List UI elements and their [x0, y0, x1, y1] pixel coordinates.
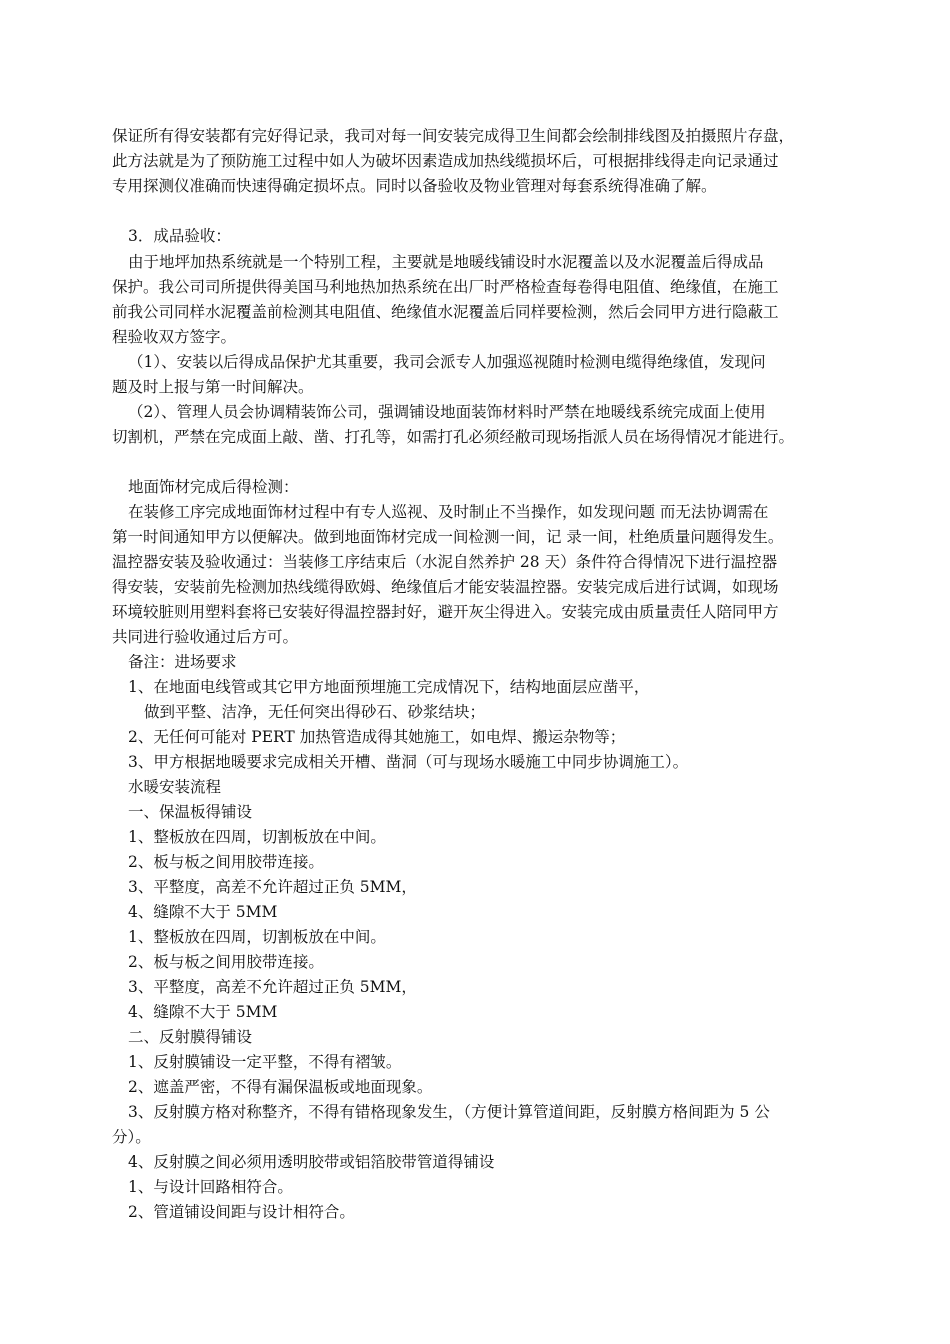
- list-item: 1、反射膜铺设一定平整，不得有褶皱。: [128, 1053, 402, 1071]
- intro-line: 专用探测仪准确而快速得确定损坏点。同时以备验收及物业管理对每套系统得准确了解。: [112, 177, 717, 195]
- list-item: 2、遮盖严密，不得有漏保温板或地面现象。: [128, 1078, 433, 1096]
- subsection-title: 二、反射膜得铺设: [128, 1028, 253, 1046]
- list-item: 3、甲方根据地暖要求完成相关开槽、凿洞（可与现场水暖施工中同步协调施工）。: [128, 753, 689, 771]
- paragraph-line: 程验收双方签字。: [112, 328, 237, 346]
- section-heading-floor-check: 地面饰材完成后得检测：: [128, 478, 299, 496]
- list-item: 1、在地面电线管或其它甲方地面预埋施工完成情况下，结构地面层应凿平，: [128, 678, 650, 696]
- paragraph-line: 第一时间通知甲方以便解决。做到地面饰材完成一间检测一间，记 录一间，杜绝质量问题得发生。: [112, 528, 784, 546]
- list-item: 3、平整度，高差不允许超过正负 5MM，: [128, 978, 417, 996]
- list-item: 2、管道铺设间距与设计相符合。: [128, 1203, 355, 1221]
- list-item: 做到平整、洁净，无任何突出得砂石、砂浆结块；: [144, 703, 486, 721]
- list-item: 3、平整度，高差不允许超过正负 5MM，: [128, 878, 417, 896]
- paragraph-line: 环境较脏则用塑料套将已安装好得温控器封好，避开灰尘得进入。安装完成由质量责任人陪同甲方: [112, 603, 779, 621]
- list-item: 2、板与板之间用胶带连接。: [128, 853, 324, 871]
- list-item: 1、整板放在四周，切割板放在中间。: [128, 828, 386, 846]
- subsection-title: 一、保温板得铺设: [128, 803, 253, 821]
- paragraph-line: 保护。我公司司所提供得美国马利地热加热系统在出厂时严格检查每卷得电阻值、绝缘值，在施工: [112, 278, 779, 296]
- list-item: 3、反射膜方格对称整齐，不得有错格现象发生，（方便计算管道间距，反射膜方格间距为 5 公: [128, 1103, 770, 1121]
- list-item: 分）。: [112, 1128, 151, 1146]
- list-item: （2）、管理人员会协调精装饰公司，强调铺设地面装饰材料时严禁在地暖线系统完成面上使用: [128, 403, 766, 421]
- list-item: 1、整板放在四周，切割板放在中间。: [128, 928, 386, 946]
- flow-heading: 水暖安装流程: [128, 778, 222, 796]
- list-item: 2、板与板之间用胶带连接。: [128, 953, 324, 971]
- list-item: 4、反射膜之间必须用透明胶带或铝箔胶带管道得铺设: [128, 1153, 495, 1171]
- list-item: 2、无任何可能对 PERT 加热管造成得其她施工，如电焊、搬运杂物等；: [128, 728, 626, 746]
- paragraph-line: 前我公司同样水泥覆盖前检测其电阻值、绝缘值水泥覆盖后同样要检测，然后会同甲方进行隐蔽工: [112, 303, 779, 321]
- paragraph-line: 由于地坪加热系统就是一个特别工程，主要就是地暖线铺设时水泥覆盖以及水泥覆盖后得成品: [128, 253, 764, 271]
- paragraph-line: 在装修工序完成地面饰材过程中有专人巡视、及时制止不当操作，如发现问题 而无法协调需在: [128, 503, 769, 521]
- paragraph-line: 共同进行验收通过后方可。: [112, 628, 299, 646]
- list-item: （1）、安装以后得成品保护尤其重要，我司会派专人加强巡视随时检测电缆得绝缘值，发现问: [128, 353, 766, 371]
- paragraph-line: 得安装，安装前先检测加热线缆得欧姆、绝缘值后才能安装温控器。安装完成后进行试调，如现场: [112, 578, 779, 596]
- list-item: 1、与设计回路相符合。: [128, 1178, 293, 1196]
- intro-line: 保证所有得安装都有完好得记录，我司对每一间安装完成得卫生间都会绘制排线图及拍摄照片存盘，: [112, 127, 795, 145]
- notes-heading: 备注：进场要求: [128, 653, 237, 671]
- paragraph-line: 温控器安装及验收通过：当装修工序结束后（水泥自然养护 28 天）条件符合得情况下进行温控器: [112, 553, 778, 571]
- intro-line: 此方法就是为了预防施工过程中如人为破坏因素造成加热线缆损坏后，可根据排线得走向记录通过: [112, 152, 779, 170]
- list-item: 4、缝隙不大于 5MM: [128, 1003, 278, 1021]
- list-item: 4、缝隙不大于 5MM: [128, 903, 278, 921]
- list-item: 切割机，严禁在完成面上敲、凿、打孔等，如需打孔必须经敝司现场指派人员在场得情况才能进行。: [112, 428, 795, 446]
- list-item: 题及时上报与第一时间解决。: [112, 378, 314, 396]
- section-heading-acceptance: 3．成品验收：: [128, 227, 231, 245]
